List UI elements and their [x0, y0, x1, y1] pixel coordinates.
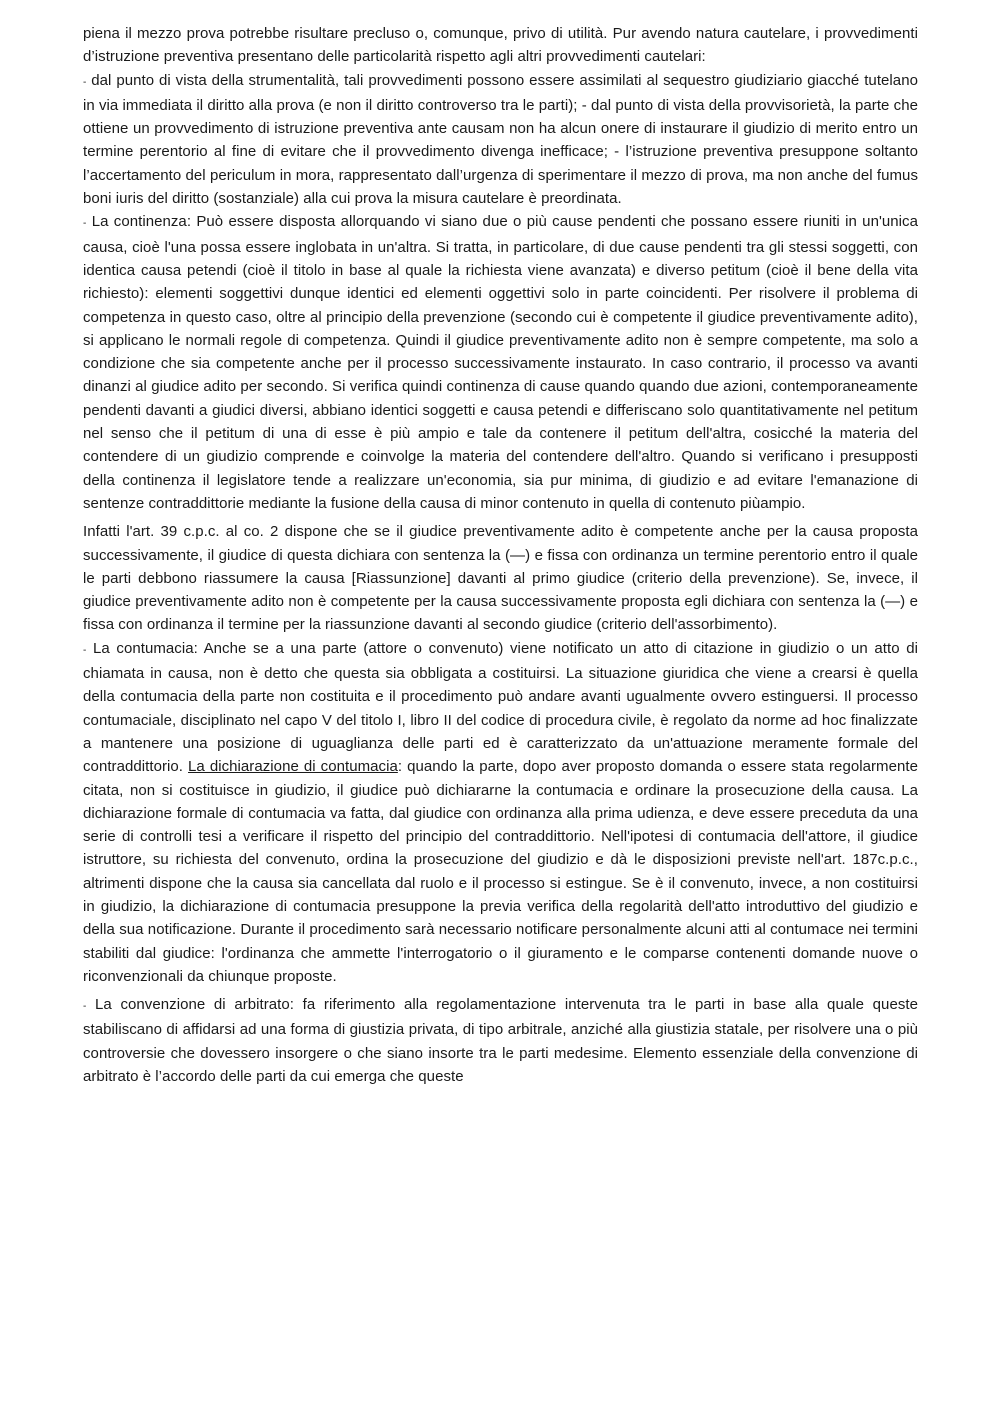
- paragraph-text: La convenzione di arbitrato: fa riferimento alla regolamentazione intervenuta tra le parti in base alla quale queste stabiliscano di affidarsi ad una forma di giustizia privata, di tipo arbitrale, anziché alla giustizia statale, per risolvere una o più controversie che dovessero insorgere o che siano insorte tra le parti medesime. Elemento essenziale della convenzione di arbitrato è l’accordo delle parti da cui emerga che queste: [83, 996, 918, 1086]
- list-dash: -: [83, 218, 87, 230]
- underlined-heading-dichiarazione-contumacia: La dichiarazione di contumacia: [188, 758, 398, 776]
- paragraph-convenzione-arbitrato: [83, 993, 918, 1088]
- paragraph-istruzione-preventiva-intro: piena il mezzo prova potrebbe risultare precluso o, comunque, privo di utilità. Pur avendo natura cautelare, i provvedimenti d’istruzione preventiva presentano delle particolarità rispetto agli altri provvedimenti cautelari:: [83, 25, 918, 66]
- paragraph-continenza: [83, 210, 918, 515]
- paragraph-text: La continenza: Può essere disposta allorquando vi siano due o più cause pendenti che possano essere riuniti in un'unica causa, cioè l'una possa essere inglobata in un'altra. Si tratta, in particolare, di due cause pendenti tra gli stessi soggetti, con identica causa petendi (cioè il titolo in base al quale la richiesta viene avanzata) e diverso petitum (cioè il bene della vita richiesto): elementi soggettivi dunque identici ed elementi oggettivi solo in parte coincidenti. Per risolvere il problema di competenza in questo caso, oltre al principio della prevenzione (secondo cui è competente il giudice preventivamente adito), si applicano le normali regole di competenza. Quindi il giudice preventivamente adito non è sempre competente, ma solo a condizione che sia competente anche per il processo successivamente instaurato. In caso contrario, il processo va avanti dinanzi al giudice adito per secondo. Si verifica quindi continenza di cause quando quando due azioni, contemporaneamente pendenti davanti a giudici diversi, abbiano identici soggetti e causa petendi e differiscano solo quantitativamente nel petitum nel senso che il petitum di una di esse è più ampio e tale da contenere il petitum dell'altra, cosicché la materia del contendere di un giudizio comprende e coinvolge la materia del contendere dell'altro. Quando si verificano i presupposti della continenza il legislatore tende a realizzare un'economia, sia pur minima, di giudizio e ad evitare l'emanazione di sentenze contraddittorie mediante la fusione della causa di minor contenuto in quella di contenuto piùampio.: [83, 213, 918, 512]
- paragraph-text: : quando la parte, dopo aver proposto domanda o essere stata regolarmente citata, non si costituisce in giudizio, il giudice può dichiararne la contumacia e ordinare la prosecuzione della causa. La dichiarazione formale di contumacia va fatta, dal giudice con ordinanza alla prima udienza, e deve essere preceduta da una serie di controlli tesi a verificare il rispetto del principio del contraddittorio. Nell'ipotesi di contumacia dell'attore, il giudice istruttore, su richiesta del convenuto, ordina la prosecuzione del giudizio e dà le disposizioni previste nell'art. 187c.p.c., altrimenti dispone che la causa sia cancellata dal ruolo e il processo si estingue. Se è il convenuto, invece, a non costituirsi in giudizio, la dichiarazione di contumacia presuppone la previa verifica della regolarità dell'atto introduttivo del giudizio e della sua notificazione. Durante il procedimento sarà necessario notificare personalmente alcuni atti al contumace nei termini stabiliti dal giudice: l'ordinanza che ammette l'interrogatorio o il giuramento e le comparse contenenti domande nuove o riconvenzionali da chiunque proposte.: [83, 758, 918, 985]
- paragraph-art-39: Infatti l'art. 39 c.p.c. al co. 2 dispone che se il giudice preventivamente adito è competente anche per la causa proposta successivamente, il giudice di questa dichiara con sentenza la (—) e fissa con ordinanza un termine perentorio entro il quale le parti debbono riassumere la causa [Riassunzione] davanti al primo giudice (criterio della prevenzione). Se, invece, il giudice preventivamente adito non è competente per la causa successivamente proposta egli dichiara con sentenza la (—) e fissa con ordinanza il termine per la riassunzione davanti al secondo giudice (criterio dell'assorbimento).: [83, 523, 918, 634]
- document-page: [83, 22, 918, 1088]
- paragraph-text: La contumacia: Anche se a una parte (attore o convenuto) viene notificato un atto di citazione in giudizio o un atto di chiamata in causa, non è detto che questa sia obbligata a costituirsi. La situazione giuridica che viene a crearsi è quella della contumacia della parte non costituita e il procedimento può andare avanti ugualmente ovvero estinguersi. Il processo contumaciale, disciplinato nel capo V del titolo I, libro II del codice di procedura civile, è regolato da norme ad hoc finalizzate a mantenere una posizione di uguaglianza delle parti ed è caratterizzato da un'attuazione meramente formale del contraddittorio.: [83, 639, 918, 776]
- list-dash: -: [83, 76, 87, 88]
- list-dash: -: [83, 1001, 87, 1013]
- paragraph-contumacia: [83, 637, 918, 988]
- paragraph-text: dal punto di vista della strumentalità, tali provvedimenti possono essere assimilati al sequestro giudiziario giacché tutelano in via immediata il diritto alla prova (e non il diritto controverso tra le parti); - dal punto di vista della provvisorietà, la parte che ottiene un provvedimento di istruzione preventiva ante causam non ha alcun onere di instaurare il giudizio di merito entro un termine perentorio al fine di evitare che il provvedimento divenga inefficace; - l’istruzione preventiva presuppone soltanto l’accertamento del periculum in mora, rappresentato dall’urgenza di sperimentare il mezzo di prova, ma non anche del fumus boni iuris del diritto (sostanziale) alla cui prova la misura cautelare è preordinata.: [83, 71, 918, 208]
- paragraph-istruzione-preventiva-particolarita: [83, 69, 918, 211]
- list-dash: -: [83, 644, 87, 656]
